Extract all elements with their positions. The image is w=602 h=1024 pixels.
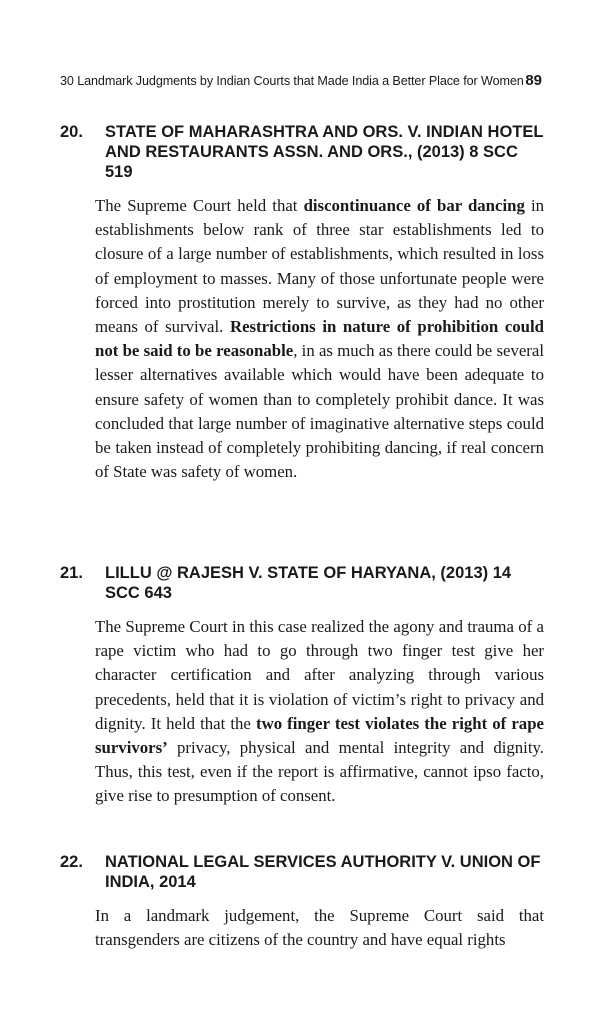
case-section-20: [60, 122, 544, 501]
case-body: [95, 615, 544, 809]
body-segment: The Supreme Court held that: [95, 196, 304, 215]
case-body: [95, 904, 544, 952]
running-title: 30 Landmark Judgments by Indian Courts that Made India a Better Place for Women: [60, 74, 524, 88]
case-number: 20.: [60, 123, 83, 141]
body-segment-bold: Restrictions in nature of prohibition could not be said to be reasonable: [95, 317, 544, 361]
case-title: STATE OF MAHARASHTRA AND ORS. V. INDIAN HOTEL AND RESTAURANTS ASSN. AND ORS., (2013) 8 SCC 519: [105, 123, 544, 181]
case-heading: [60, 563, 544, 603]
case-heading: [60, 852, 544, 892]
case-section-22: [60, 852, 544, 969]
body-segment-bold: two finger test violates the right of rape survivors’: [95, 713, 544, 758]
body-segment-bold: discontinuance of bar dancing: [303, 196, 525, 215]
body-segment: , in as much as there could be several lesser alternatives available which would have been adequate to ensure safety of women than to completely prohibit dance. It was concluded that large number of imaginative alternative steps could be taken instead of completely prohibiting dancing, if real concern of State was safety of women.: [95, 341, 544, 482]
case-section-21: [60, 563, 544, 825]
body-segment: privacy, physical and mental integrity and dignity. Thus, this test, even if the report is affirmative, cannot ipso facto, give rise to presumption of consent.: [95, 738, 544, 806]
case-number: 22.: [60, 853, 83, 871]
running-header: [60, 72, 542, 89]
case-body: [95, 194, 544, 484]
case-title: NATIONAL LEGAL SERVICES AUTHORITY V. UNION OF INDIA, 2014: [105, 853, 541, 891]
body-segment: The Supreme Court in this case realized the agony and trauma of a rape victim who had to go through two finger test give her character certification and after analyzing through various precedents, held that it is violation of victim’s right to privacy and dignity. It held that the: [95, 617, 544, 733]
page-number: 89: [525, 72, 542, 89]
case-heading: [60, 122, 544, 182]
case-number: 21.: [60, 564, 83, 582]
body-segment: in establishments below rank of three star establishments led to closure of a large number of establishments, which resulted in loss of employment to masses. Many of those unfortunate people were forced into prostitution merely to survive, as they had no other means of survival.: [95, 196, 545, 337]
body-segment: In a landmark judgement, the Supreme Court said that transgenders are citizens of the country and have equal rights: [95, 906, 544, 950]
case-title: LILLU @ RAJESH V. STATE OF HARYANA, (2013) 14 SCC 643: [105, 564, 512, 602]
